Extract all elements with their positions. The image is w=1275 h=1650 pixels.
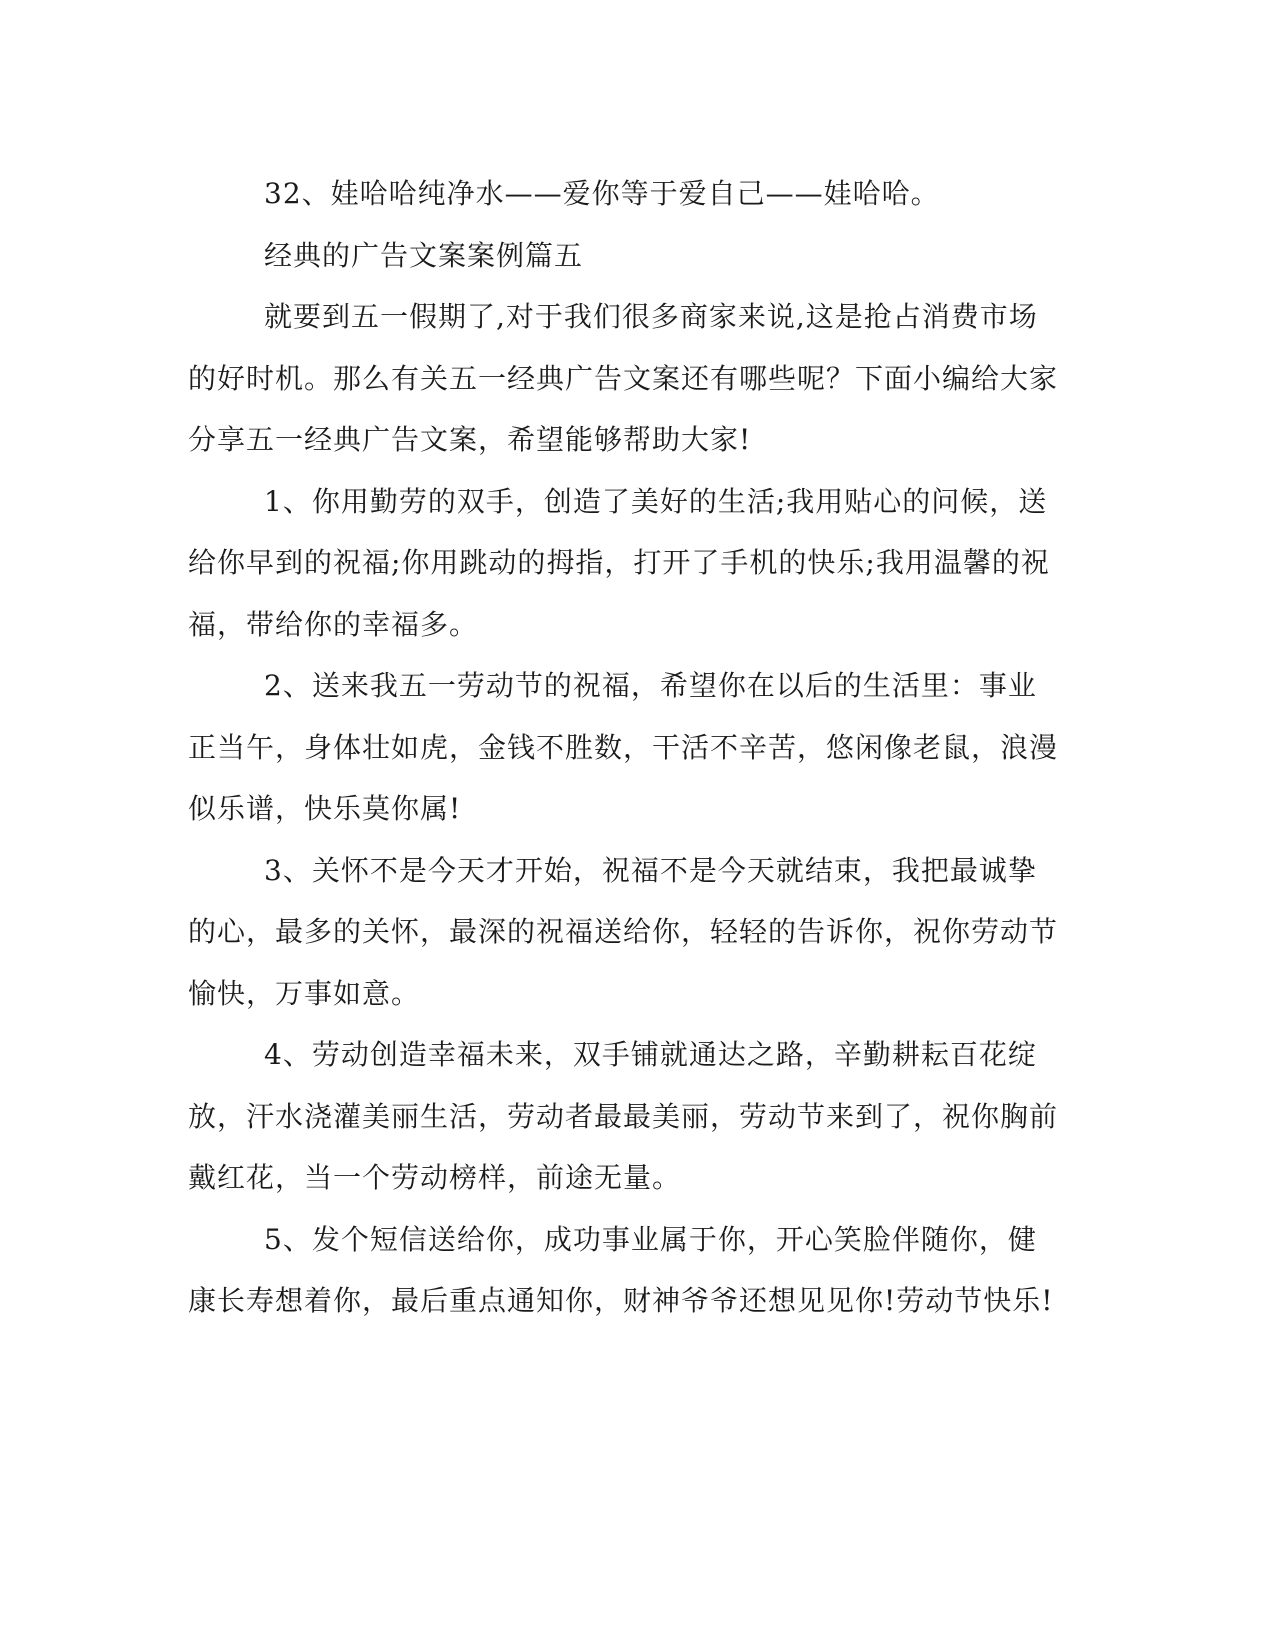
list-item-2: 2、送来我五一劳动节的祝福，希望你在以后的生活里：事业正当午，身体壮如虎，金钱不胜数，干活不辛苦，悠闲像老鼠，浪漫似乐谱，快乐莫你属! [188,669,1059,825]
section-heading: 经典的广告文案案例篇五 [264,238,584,272]
list-item-1: 1、你用勤劳的双手，创造了美好的生活;我用贴心的问候，送给你早到的祝福;你用跳动的拇指，打开了手机的快乐;我用温馨的祝福，带给你的幸福多。 [188,484,1050,641]
intro-paragraph: 就要到五一假期了,对于我们很多商家来说,这是抢占消费市场的好时机。那么有关五一经典广告文案还有哪些呢？下面小编给大家分享五一经典广告文案，希望能够帮助大家! [188,300,1059,456]
list-item-3: 3、关怀不是今天才开始，祝福不是今天就结束，我把最诚挚的心，最多的关怀，最深的祝福送给你，轻轻的告诉你，祝你劳动节愉快，万事如意。 [188,853,1059,1010]
list-item-5: 5、发个短信送给你，成功事业属于你，开心笑脸伴随你，健康长寿想着你，最后重点通知你，财神爷爷还想见见你!劳动节快乐! [188,1222,1054,1317]
list-item-32: 32、娃哈哈纯净水——爱你等于爱自己——娃哈哈。 [264,177,940,210]
list-item-4: 4、劳动创造幸福未来，双手铺就通达之路，辛勤耕耘百花绽放，汗水浇灌美丽生活，劳动者最最美丽，劳动节来到了，祝你胸前戴红花，当一个劳动榜样，前途无量。 [188,1038,1059,1194]
document-body [188,163,1058,1332]
